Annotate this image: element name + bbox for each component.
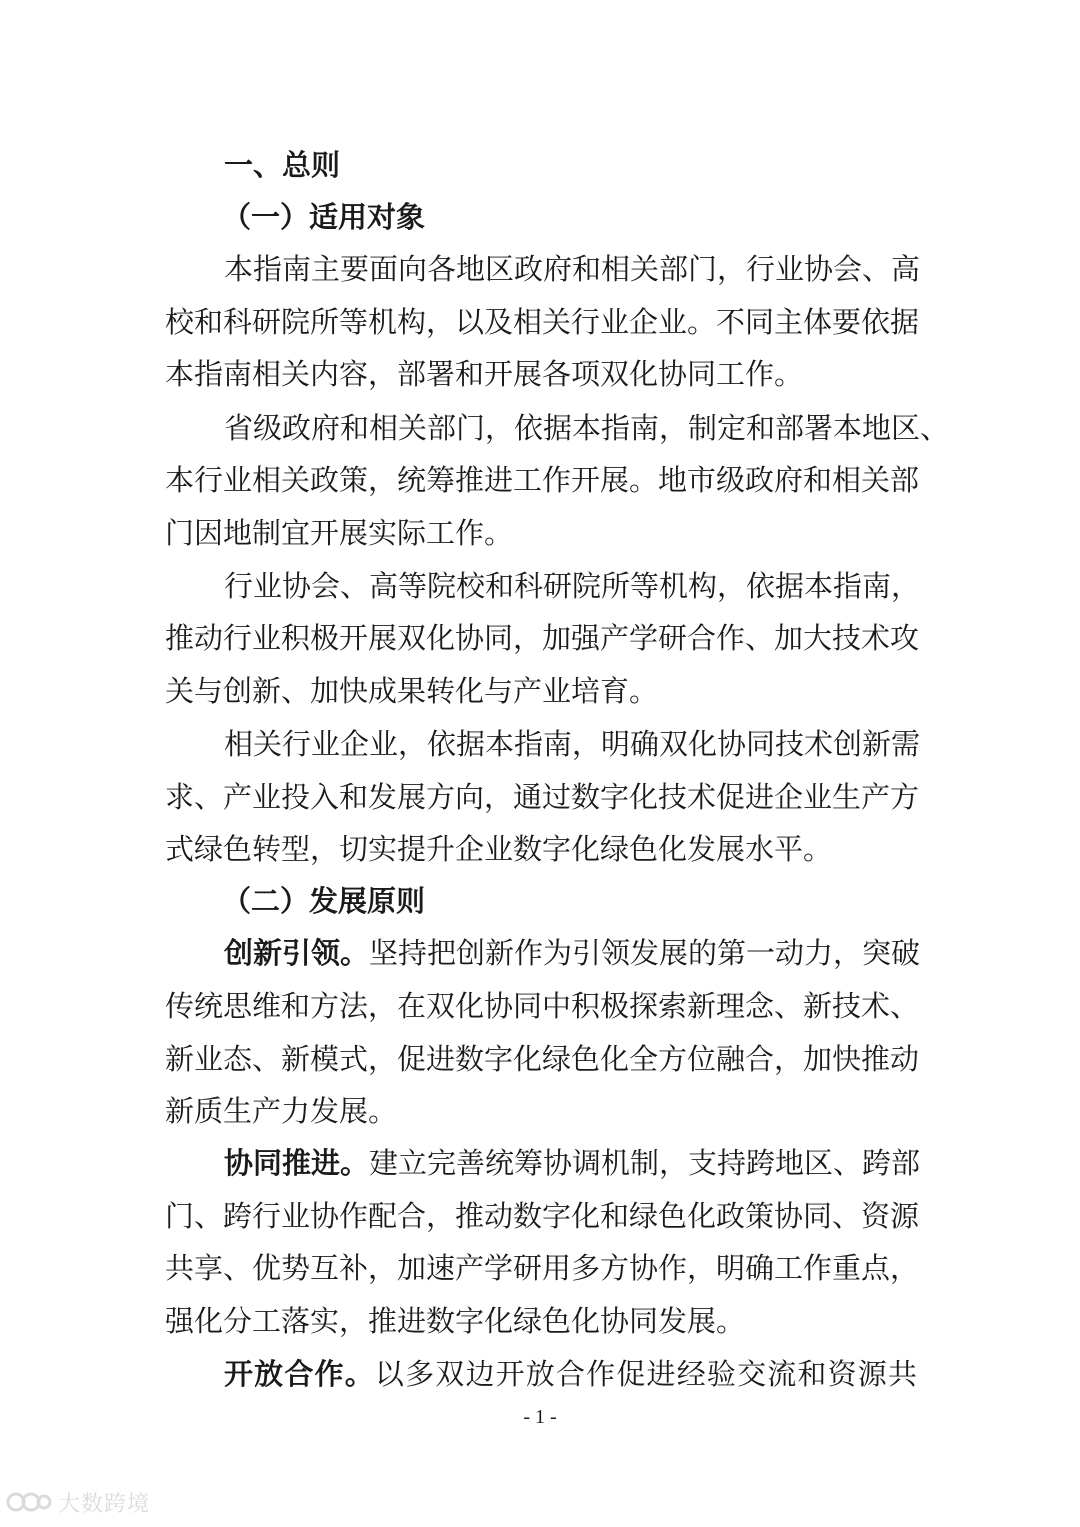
sub-heading-development-principles: （二）发展原则 bbox=[222, 884, 426, 918]
principle-lead-innovation: 创新引领。 bbox=[224, 936, 370, 970]
paragraph-line: 新质生产力发展。 bbox=[165, 1094, 398, 1128]
principle-text: 坚持把创新作为引领发展的第一动力，突破 bbox=[369, 936, 921, 970]
paragraph-line: 关与创新、加快成果转化与产业培育。 bbox=[165, 674, 659, 708]
principle-line bbox=[224, 927, 921, 979]
paragraph-line: 门、跨行业协作配合，推动数字化和绿色化政策协同、资源 bbox=[165, 1199, 920, 1233]
paragraph-line: 相关行业企业，依据本指南，明确双化协同技术创新需 bbox=[224, 727, 921, 761]
brand-logo-icon bbox=[6, 1489, 52, 1515]
watermark-text: 大数跨境 bbox=[58, 1491, 151, 1517]
paragraph-line: 门因地制宜开展实际工作。 bbox=[165, 516, 514, 550]
paragraph-line: 新业态、新模式，促进数字化绿色化全方位融合，加快推动 bbox=[165, 1042, 920, 1076]
principle-line bbox=[224, 1348, 917, 1400]
principle-lead-openness: 开放合作。 bbox=[224, 1357, 375, 1391]
paragraph-line: 求、产业投入和发展方向，通过数字化技术促进企业生产方 bbox=[165, 780, 920, 814]
principle-lead-coordination: 协同推进。 bbox=[224, 1146, 370, 1180]
paragraph-line: 本行业相关政策，统筹推进工作开展。地市级政府和相关部 bbox=[165, 463, 920, 497]
principle-line bbox=[224, 1137, 921, 1189]
principle-text: 以多双边开放合作促进经验交流和资源共 bbox=[374, 1357, 917, 1391]
paragraph-line: 省级政府和相关部门，依据本指南，制定和部署本地区、 bbox=[224, 411, 950, 445]
watermark bbox=[6, 1484, 150, 1520]
paragraph-line: 推动行业积极开展双化协同，加强产学研合作、加大技术攻 bbox=[165, 621, 920, 655]
paragraph-line: 本指南相关内容，部署和开展各项双化协同工作。 bbox=[165, 357, 804, 391]
sub-heading-applicable-objects: （一）适用对象 bbox=[222, 200, 426, 234]
page-number: - 1 - bbox=[523, 1406, 557, 1428]
paragraph-line: 传统思维和方法，在双化协同中积极探索新理念、新技术、 bbox=[165, 989, 920, 1023]
paragraph-line: 校和科研院所等机构，以及相关行业企业。不同主体要依据 bbox=[165, 305, 920, 339]
principle-text: 建立完善统筹协调机制，支持跨地区、跨部 bbox=[369, 1146, 921, 1180]
paragraph-line: 共享、优势互补，加速产学研用多方协作，明确工作重点， bbox=[165, 1251, 920, 1285]
paragraph-line: 本指南主要面向各地区政府和相关部门，行业协会、高 bbox=[224, 252, 921, 286]
paragraph-line: 式绿色转型，切实提升企业数字化绿色化发展水平。 bbox=[165, 832, 833, 866]
section-heading: 一、总则 bbox=[224, 148, 341, 182]
paragraph-line: 强化分工落实，推进数字化绿色化协同发展。 bbox=[165, 1304, 746, 1338]
paragraph-line: 行业协会、高等院校和科研院所等机构，依据本指南， bbox=[224, 569, 921, 603]
